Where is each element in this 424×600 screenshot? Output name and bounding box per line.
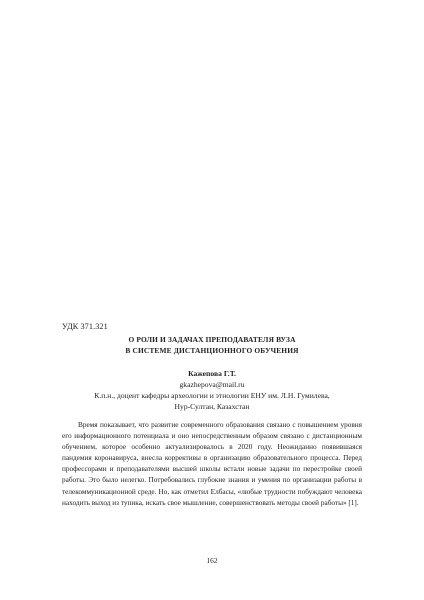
title-line-2: В СИСТЕМЕ ДИСТАНЦИОННОГО ОБУЧЕНИЯ: [125, 346, 299, 355]
author-name: Кажепова Г.Т.: [188, 369, 236, 378]
author-block: [62, 368, 362, 412]
author-city: Нур-Султан, Казахстан: [174, 402, 250, 411]
author-email: gkazhepova@mail.ru: [179, 380, 245, 389]
author-position: К.п.н., доцент кафедры археологии и этнологии ЕНУ им. Л.Н. Гумилева,: [94, 391, 330, 400]
article-title: [62, 334, 362, 356]
page-number: 162: [206, 556, 218, 565]
udk-code: УДК 371.321: [62, 322, 108, 331]
body-paragraph: Время показывает, что развитие современного образования связано с повышением уровня его информационного потенциала и оно непосредственным образом связано с дистанционным обучением, которое особенно актуализировалось в 2020 году. Неожиданно появившаяся пандемия коронавируса, внесла коррективы в организацию образовательного процесса. Перед профессорами и преподавателями высшей школы встали новые задачи по перестройке своей работы. Это было нелегко. Потребовались глубокие знания и умения по организации работы в телекоммуникационной среде. Но, как отметил Елбасы, «любые трудности побуждают человека находить выход из тупика, искать свое мышление, совершенствовать методы своей работы» [1].: [62, 421, 362, 507]
title-line-1: О РОЛИ И ЗАДАЧАХ ПРЕПОДАВАТЕЛЯ ВУЗА: [128, 335, 296, 344]
